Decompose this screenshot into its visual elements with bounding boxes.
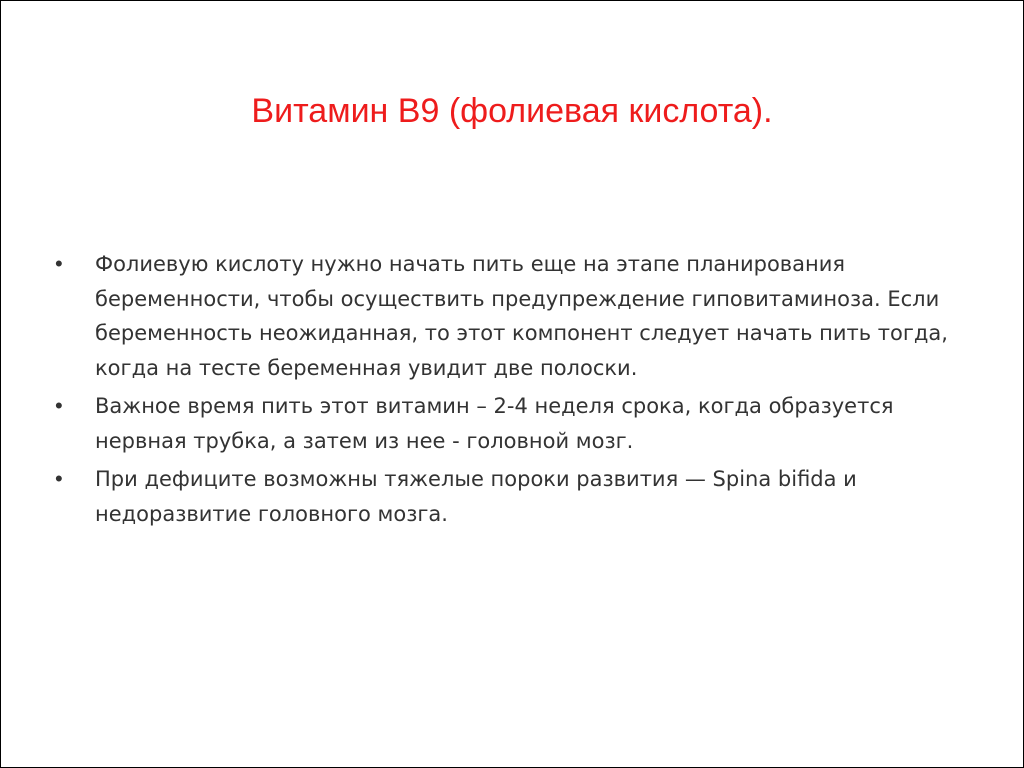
bullet-list [55, 247, 955, 535]
bullet-text: При дефиците возможны тяжелые пороки развития — Spina bifida и недоразвитие головного мозга. [95, 467, 857, 526]
bullet-marker: • [55, 393, 63, 418]
bullet-text: Важное время пить этот витамин – 2-4 неделя срока, когда образуется нервная трубка, а затем из нее - головной мозг. [95, 394, 894, 453]
bullet-item-2 [55, 389, 955, 458]
bullet-marker: • [55, 251, 63, 276]
slide-title: Витамин В9 (фолиевая кислота). [251, 92, 773, 130]
bullet-text: Фолиевую кислоту нужно начать пить еще на этапе планирования беременности, чтобы осуществить предупреждение гиповитаминоза. Если беременность неожиданная, то этот компонент следует начать пить тогда, когда на тесте беременная увидит две полоски. [95, 252, 948, 380]
bullet-marker: • [55, 466, 63, 491]
bullet-item-1 [55, 247, 955, 385]
bullet-item-3 [55, 462, 955, 531]
